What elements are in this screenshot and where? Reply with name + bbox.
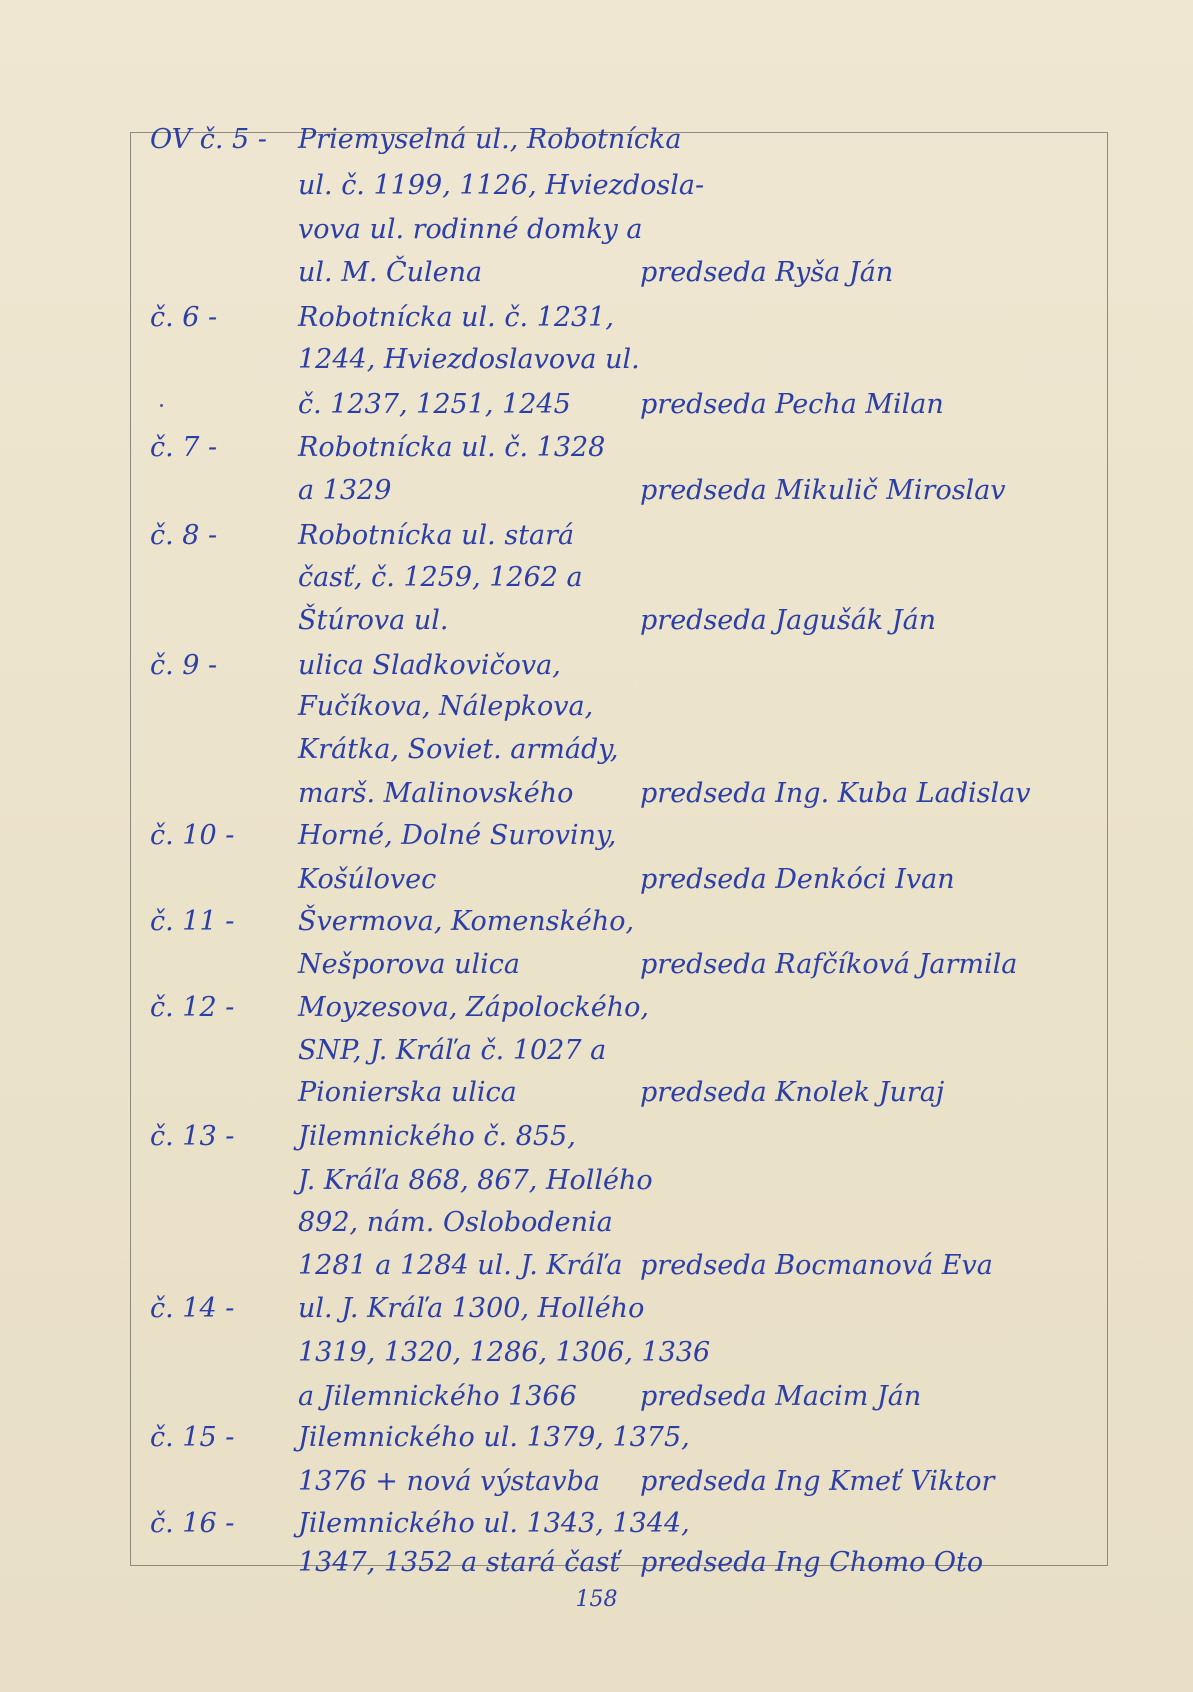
list-line (0, 860, 1193, 900)
chairman-text: predseda Ing Chomo Oto (640, 1547, 984, 1578)
street-text: ul. č. 1199, 1126, Hviezdosla- (298, 170, 705, 201)
list-line (0, 1161, 1193, 1201)
chairman-text: predseda Ing Kmeť Viktor (640, 1466, 995, 1497)
list-line (0, 1203, 1193, 1243)
list-line (0, 816, 1193, 856)
street-text: časť, č. 1259, 1262 a (298, 562, 583, 593)
list-line (0, 1117, 1193, 1157)
street-text: 1244, Hviezdoslavova ul. (298, 344, 640, 375)
list-line (0, 253, 1193, 293)
street-text: J. Kráľa 868, 867, Hollého (298, 1165, 653, 1196)
list-line (0, 210, 1193, 250)
list-line (0, 428, 1193, 468)
list-line (0, 340, 1193, 380)
chairman-text: predseda Pecha Milan (640, 389, 944, 420)
list-line (0, 1073, 1193, 1113)
district-label: č. 7 - (150, 432, 218, 463)
district-label: č. 15 - (150, 1422, 235, 1453)
list-line (0, 1031, 1193, 1071)
list-line (0, 902, 1193, 942)
list-line (0, 601, 1193, 641)
district-label: č. 10 - (150, 820, 235, 851)
district-label: č. 6 - (150, 302, 218, 333)
list-line (0, 120, 1193, 160)
list-line (0, 558, 1193, 598)
chairman-text: predseda Rafčíková Jarmila (640, 949, 1018, 980)
street-text: Priemyselná ul., Robotnícka (298, 124, 682, 155)
list-line (0, 1246, 1193, 1286)
district-label: č. 14 - (150, 1293, 235, 1324)
list-line (0, 774, 1193, 814)
list-line (0, 945, 1193, 985)
street-text: Robotnícka ul. stará (298, 520, 575, 551)
list-line (0, 385, 1193, 425)
district-label: OV č. 5 - (150, 124, 267, 155)
list-line (0, 1377, 1193, 1417)
street-text: ul. J. Kráľa 1300, Hollého (298, 1293, 645, 1324)
list-line (0, 516, 1193, 556)
chairman-text: predseda Ing. Kuba Ladislav (640, 778, 1031, 809)
list-line (0, 1333, 1193, 1373)
list-line (0, 1504, 1193, 1544)
street-text: Švermova, Komenského, (298, 906, 635, 937)
street-text: Robotnícka ul. č. 1328 (298, 432, 606, 463)
page-number: 158 (575, 1587, 618, 1612)
list-line (0, 730, 1193, 770)
street-text: Jilemnického ul. 1379, 1375, (298, 1422, 690, 1453)
chairman-text: predseda Jagušák Ján (640, 605, 937, 636)
street-text: Štúrova ul. (298, 605, 449, 636)
street-text: 892, nám. Oslobodenia (298, 1207, 613, 1238)
district-label: č. 12 - (150, 992, 235, 1023)
district-label: č. 9 - (150, 650, 218, 681)
street-text: ulica Sladkovičova, (298, 650, 561, 681)
list-line (0, 1462, 1193, 1502)
street-text: vova ul. rodinné domky a (298, 214, 643, 245)
list-line (0, 646, 1193, 686)
street-text: 1376 + nová výstavba (298, 1466, 601, 1497)
street-text: Fučíkova, Nálepkova, (298, 691, 594, 722)
list-line (0, 1289, 1193, 1329)
street-text: Pionierska ulica (298, 1077, 517, 1108)
district-label: č. 16 - (150, 1508, 235, 1539)
street-text: a 1329 (298, 475, 392, 506)
street-text: 1281 a 1284 ul. J. Kráľa (298, 1250, 623, 1281)
street-text: Horné, Dolné Suroviny, (298, 820, 617, 851)
chairman-text: predseda Macim Ján (640, 1381, 922, 1412)
street-text: SNP, J. Kráľa č. 1027 a (298, 1035, 607, 1066)
district-label: č. 13 - (150, 1121, 235, 1152)
street-text: 1347, 1352 a stará časť (298, 1547, 621, 1578)
list-line (0, 687, 1193, 727)
chairman-text: predseda Bocmanová Eva (640, 1250, 993, 1281)
chairman-text: predseda Ryša Ján (640, 257, 894, 288)
street-text: Robotnícka ul. č. 1231, (298, 302, 614, 333)
chairman-text: predseda Denkóci Ivan (640, 864, 955, 895)
list-line (0, 988, 1193, 1028)
street-text: 1319, 1320, 1286, 1306, 1336 (298, 1337, 711, 1368)
street-text: a Jilemnického 1366 (298, 1381, 577, 1412)
street-text: marš. Malinovského (298, 778, 574, 809)
list-line (0, 166, 1193, 206)
chairman-text: predseda Mikulič Miroslav (640, 475, 1006, 506)
list-line (0, 298, 1193, 338)
district-label: č. 11 - (150, 906, 235, 937)
district-label: č. 8 - (150, 520, 218, 551)
street-text: ul. M. Čulena (298, 257, 483, 288)
street-text: Moyzesova, Zápolockého, (298, 992, 649, 1023)
street-text: Krátka, Soviet. armády, (298, 734, 619, 765)
street-text: č. 1237, 1251, 1245 (298, 389, 571, 420)
list-line (0, 471, 1193, 511)
street-text: Jilemnického č. 855, (298, 1121, 576, 1152)
street-text: Košúlovec (298, 864, 437, 895)
street-text: Jilemnického ul. 1343, 1344, (298, 1508, 690, 1539)
list-line (0, 1543, 1193, 1583)
list-line (0, 1418, 1193, 1458)
street-text: Nešporova ulica (298, 949, 520, 980)
chairman-text: predseda Knolek Juraj (640, 1077, 945, 1108)
